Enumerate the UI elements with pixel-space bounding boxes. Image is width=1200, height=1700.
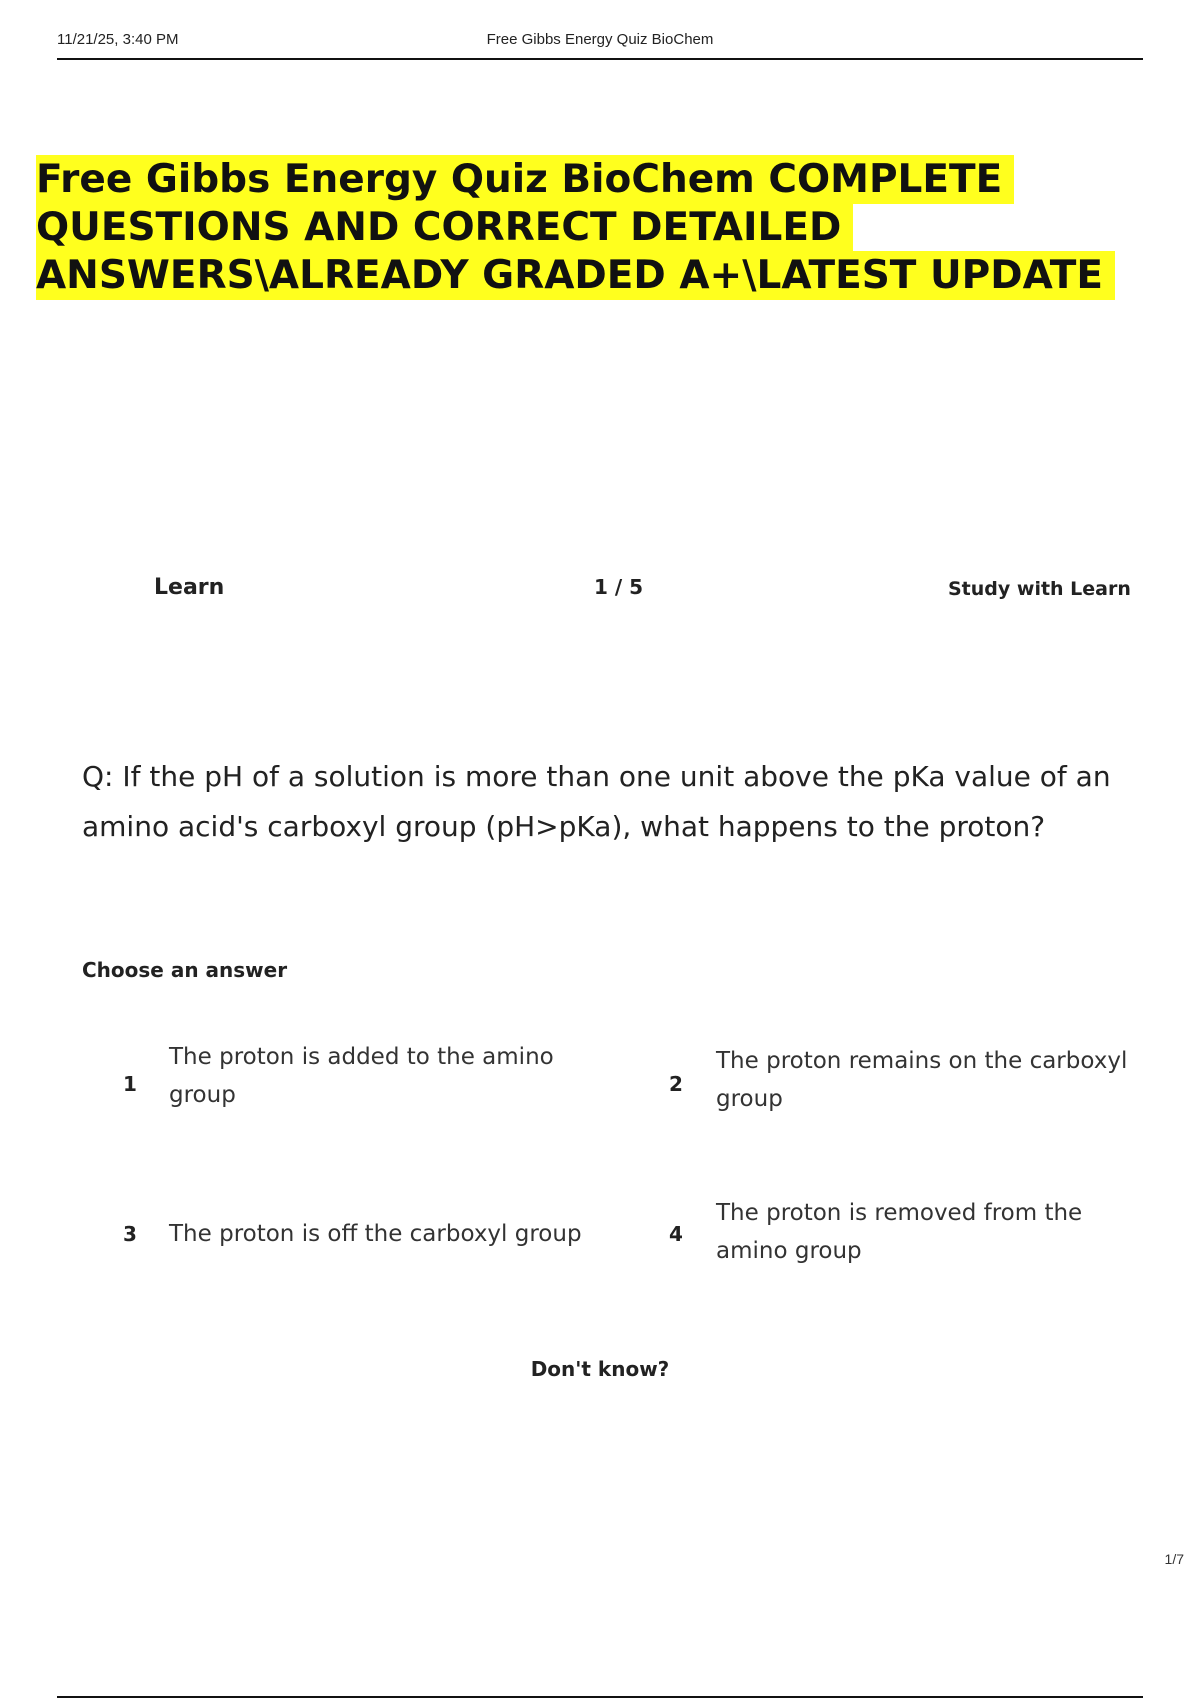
document-title [36, 156, 1166, 300]
answer-option-3[interactable] [123, 1215, 582, 1305]
answer-option-2[interactable] [669, 1042, 1128, 1132]
question-text: Q: If the pH of a solution is more than one unit above the pKa value of an amino acid's carboxyl group (pH>pKa), what happens to the proton? [82, 760, 1111, 843]
page-header [57, 0, 1143, 60]
dont-know-button[interactable]: Don't know? [530, 1357, 670, 1381]
footer-divider [57, 1696, 1143, 1698]
header-title: Free Gibbs Energy Quiz BioChem [486, 31, 714, 48]
document-title-text: Free Gibbs Energy Quiz BioChem COMPLETE QUESTIONS AND CORRECT DETAILED ANSWERS\ALREADY GRADED A+\LATEST UPDATE [36, 155, 1115, 300]
option-text: The proton remains on the carboxyl group [716, 1048, 1128, 1112]
option-number: 3 [123, 1222, 137, 1246]
choose-answer-label: Choose an answer [82, 958, 288, 982]
option-number: 4 [669, 1222, 683, 1246]
page-number: 1/7 [1164, 1551, 1184, 1567]
study-with-learn-link[interactable]: Study with Learn [948, 578, 1131, 600]
option-text: The proton is removed from the amino group [716, 1200, 1083, 1264]
option-text: The proton is added to the amino group [169, 1044, 554, 1108]
progress-counter: 1 / 5 [594, 575, 644, 599]
option-text: The proton is off the carboxyl group [169, 1221, 582, 1247]
option-number: 1 [123, 1072, 137, 1096]
answer-option-4[interactable] [669, 1194, 1089, 1284]
print-datetime: 11/21/25, 3:40 PM [57, 31, 179, 48]
answer-option-1[interactable] [123, 1038, 554, 1128]
learn-label: Learn [154, 575, 225, 600]
option-number: 2 [669, 1072, 683, 1096]
